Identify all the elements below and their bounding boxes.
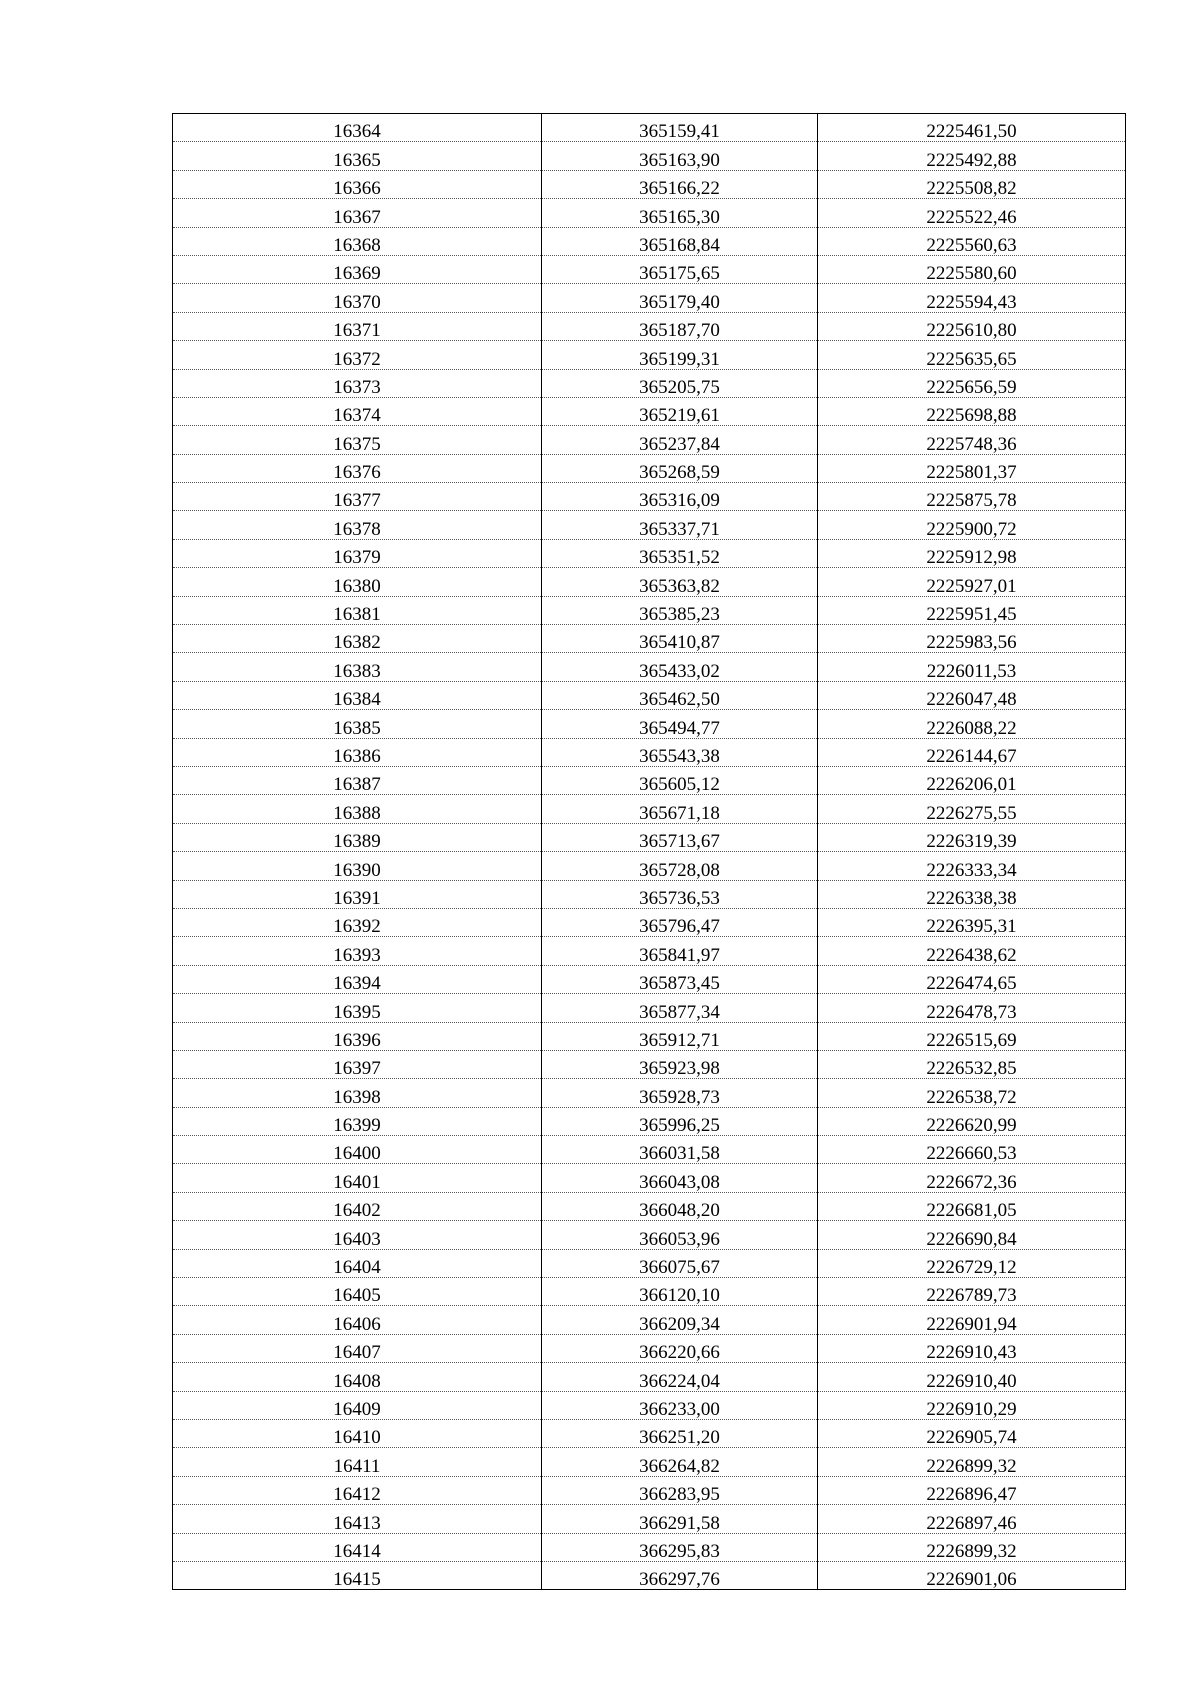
y-coordinate-cell: 2225635,65: [818, 341, 1126, 369]
point-number-cell: 16386: [173, 738, 542, 766]
table-row: [173, 1334, 1126, 1362]
table-row: [173, 681, 1126, 709]
point-number-cell: 16376: [173, 454, 542, 482]
y-coordinate-cell: 2225801,37: [818, 454, 1126, 482]
x-coordinate-cell: 366233,00: [542, 1391, 818, 1419]
y-coordinate-cell: 2226690,84: [818, 1221, 1126, 1249]
x-coordinate-cell: 366031,58: [542, 1136, 818, 1164]
x-coordinate-cell: 365462,50: [542, 681, 818, 709]
point-number-cell: 16398: [173, 1079, 542, 1107]
table-row: [173, 1079, 1126, 1107]
x-coordinate-cell: 365187,70: [542, 312, 818, 340]
table-row: [173, 965, 1126, 993]
point-number-cell: 16401: [173, 1164, 542, 1192]
point-number-cell: 16373: [173, 369, 542, 397]
y-coordinate-cell: 2225951,45: [818, 596, 1126, 624]
y-coordinate-cell: 2226901,06: [818, 1561, 1126, 1589]
point-number-cell: 16396: [173, 1022, 542, 1050]
y-coordinate-cell: 2226478,73: [818, 994, 1126, 1022]
y-coordinate-cell: 2226438,62: [818, 937, 1126, 965]
y-coordinate-cell: 2226474,65: [818, 965, 1126, 993]
y-coordinate-cell: 2226789,73: [818, 1278, 1126, 1306]
x-coordinate-cell: 365166,22: [542, 170, 818, 198]
x-coordinate-cell: 365385,23: [542, 596, 818, 624]
table-row: [173, 1505, 1126, 1533]
y-coordinate-cell: 2225522,46: [818, 199, 1126, 227]
table-row: [173, 1164, 1126, 1192]
point-number-cell: 16405: [173, 1278, 542, 1306]
y-coordinate-cell: 2226729,12: [818, 1249, 1126, 1277]
y-coordinate-cell: 2226910,29: [818, 1391, 1126, 1419]
table-row: [173, 1022, 1126, 1050]
x-coordinate-cell: 366291,58: [542, 1505, 818, 1533]
table-row: [173, 880, 1126, 908]
point-number-cell: 16412: [173, 1476, 542, 1504]
x-coordinate-cell: 366264,82: [542, 1448, 818, 1476]
table-row: [173, 738, 1126, 766]
x-coordinate-cell: 365363,82: [542, 568, 818, 596]
point-number-cell: 16383: [173, 653, 542, 681]
point-number-cell: 16410: [173, 1419, 542, 1447]
x-coordinate-cell: 366209,34: [542, 1306, 818, 1334]
coordinates-table-body: [173, 114, 1126, 1590]
table-row: [173, 142, 1126, 170]
table-row: [173, 454, 1126, 482]
point-number-cell: 16392: [173, 908, 542, 936]
table-row: [173, 568, 1126, 596]
point-number-cell: 16371: [173, 312, 542, 340]
point-number-cell: 16389: [173, 823, 542, 851]
y-coordinate-cell: 2226206,01: [818, 766, 1126, 794]
point-number-cell: 16372: [173, 341, 542, 369]
table-row: [173, 312, 1126, 340]
x-coordinate-cell: 365996,25: [542, 1107, 818, 1135]
y-coordinate-cell: 2226901,94: [818, 1306, 1126, 1334]
point-number-cell: 16378: [173, 511, 542, 539]
table-row: [173, 653, 1126, 681]
y-coordinate-cell: 2225983,56: [818, 625, 1126, 653]
table-row: [173, 852, 1126, 880]
table-row: [173, 1221, 1126, 1249]
x-coordinate-cell: 365199,31: [542, 341, 818, 369]
x-coordinate-cell: 365159,41: [542, 114, 818, 142]
x-coordinate-cell: 365268,59: [542, 454, 818, 482]
point-number-cell: 16381: [173, 596, 542, 624]
table-row: [173, 1278, 1126, 1306]
point-number-cell: 16388: [173, 795, 542, 823]
point-number-cell: 16414: [173, 1533, 542, 1561]
x-coordinate-cell: 365168,84: [542, 227, 818, 255]
y-coordinate-cell: 2226672,36: [818, 1164, 1126, 1192]
point-number-cell: 16380: [173, 568, 542, 596]
x-coordinate-cell: 365351,52: [542, 539, 818, 567]
x-coordinate-cell: 365165,30: [542, 199, 818, 227]
point-number-cell: 16395: [173, 994, 542, 1022]
table-row: [173, 114, 1126, 142]
x-coordinate-cell: 365912,71: [542, 1022, 818, 1050]
table-row: [173, 483, 1126, 511]
point-number-cell: 16379: [173, 539, 542, 567]
y-coordinate-cell: 2226275,55: [818, 795, 1126, 823]
y-coordinate-cell: 2225508,82: [818, 170, 1126, 198]
y-coordinate-cell: 2225900,72: [818, 511, 1126, 539]
y-coordinate-cell: 2226144,67: [818, 738, 1126, 766]
x-coordinate-cell: 365796,47: [542, 908, 818, 936]
point-number-cell: 16365: [173, 142, 542, 170]
table-row: [173, 426, 1126, 454]
table-row: [173, 766, 1126, 794]
x-coordinate-cell: 365237,84: [542, 426, 818, 454]
table-row: [173, 1419, 1126, 1447]
y-coordinate-cell: 2226910,40: [818, 1363, 1126, 1391]
point-number-cell: 16377: [173, 483, 542, 511]
table-row: [173, 1561, 1126, 1589]
point-number-cell: 16391: [173, 880, 542, 908]
point-number-cell: 16400: [173, 1136, 542, 1164]
table-row: [173, 170, 1126, 198]
point-number-cell: 16385: [173, 710, 542, 738]
table-row: [173, 227, 1126, 255]
x-coordinate-cell: 365433,02: [542, 653, 818, 681]
y-coordinate-cell: 2226897,46: [818, 1505, 1126, 1533]
table-row: [173, 1050, 1126, 1078]
y-coordinate-cell: 2225610,80: [818, 312, 1126, 340]
x-coordinate-cell: 366120,10: [542, 1278, 818, 1306]
table-row: [173, 1136, 1126, 1164]
point-number-cell: 16403: [173, 1221, 542, 1249]
x-coordinate-cell: 365841,97: [542, 937, 818, 965]
x-coordinate-cell: 366297,76: [542, 1561, 818, 1589]
table-row: [173, 1107, 1126, 1135]
x-coordinate-cell: 365713,67: [542, 823, 818, 851]
table-row: [173, 937, 1126, 965]
x-coordinate-cell: 366283,95: [542, 1476, 818, 1504]
y-coordinate-cell: 2225912,98: [818, 539, 1126, 567]
point-number-cell: 16382: [173, 625, 542, 653]
x-coordinate-cell: 366075,67: [542, 1249, 818, 1277]
table-row: [173, 397, 1126, 425]
x-coordinate-cell: 365928,73: [542, 1079, 818, 1107]
y-coordinate-cell: 2226395,31: [818, 908, 1126, 936]
point-number-cell: 16368: [173, 227, 542, 255]
point-number-cell: 16399: [173, 1107, 542, 1135]
table-row: [173, 1363, 1126, 1391]
point-number-cell: 16404: [173, 1249, 542, 1277]
x-coordinate-cell: 366224,04: [542, 1363, 818, 1391]
x-coordinate-cell: 366251,20: [542, 1419, 818, 1447]
y-coordinate-cell: 2225461,50: [818, 114, 1126, 142]
x-coordinate-cell: 365671,18: [542, 795, 818, 823]
y-coordinate-cell: 2226896,47: [818, 1476, 1126, 1504]
y-coordinate-cell: 2226319,39: [818, 823, 1126, 851]
x-coordinate-cell: 365736,53: [542, 880, 818, 908]
point-number-cell: 16411: [173, 1448, 542, 1476]
y-coordinate-cell: 2226910,43: [818, 1334, 1126, 1362]
x-coordinate-cell: 365219,61: [542, 397, 818, 425]
y-coordinate-cell: 2226899,32: [818, 1448, 1126, 1476]
x-coordinate-cell: 365337,71: [542, 511, 818, 539]
y-coordinate-cell: 2226333,34: [818, 852, 1126, 880]
table-row: [173, 539, 1126, 567]
point-number-cell: 16384: [173, 681, 542, 709]
x-coordinate-cell: 365316,09: [542, 483, 818, 511]
x-coordinate-cell: 366220,66: [542, 1334, 818, 1362]
point-number-cell: 16387: [173, 766, 542, 794]
x-coordinate-cell: 365728,08: [542, 852, 818, 880]
point-number-cell: 16375: [173, 426, 542, 454]
table-row: [173, 1192, 1126, 1220]
x-coordinate-cell: 365543,38: [542, 738, 818, 766]
y-coordinate-cell: 2225875,78: [818, 483, 1126, 511]
y-coordinate-cell: 2225748,36: [818, 426, 1126, 454]
point-number-cell: 16394: [173, 965, 542, 993]
y-coordinate-cell: 2226338,38: [818, 880, 1126, 908]
x-coordinate-cell: 365923,98: [542, 1050, 818, 1078]
y-coordinate-cell: 2225580,60: [818, 255, 1126, 283]
y-coordinate-cell: 2226515,69: [818, 1022, 1126, 1050]
y-coordinate-cell: 2226660,53: [818, 1136, 1126, 1164]
table-row: [173, 795, 1126, 823]
table-row: [173, 823, 1126, 851]
x-coordinate-cell: 365410,87: [542, 625, 818, 653]
x-coordinate-cell: 365605,12: [542, 766, 818, 794]
point-number-cell: 16409: [173, 1391, 542, 1419]
x-coordinate-cell: 366043,08: [542, 1164, 818, 1192]
point-number-cell: 16390: [173, 852, 542, 880]
point-number-cell: 16393: [173, 937, 542, 965]
y-coordinate-cell: 2226532,85: [818, 1050, 1126, 1078]
y-coordinate-cell: 2226681,05: [818, 1192, 1126, 1220]
table-row: [173, 199, 1126, 227]
point-number-cell: 16364: [173, 114, 542, 142]
y-coordinate-cell: 2225656,59: [818, 369, 1126, 397]
y-coordinate-cell: 2225492,88: [818, 142, 1126, 170]
table-row: [173, 625, 1126, 653]
y-coordinate-cell: 2226899,32: [818, 1533, 1126, 1561]
point-number-cell: 16407: [173, 1334, 542, 1362]
x-coordinate-cell: 366053,96: [542, 1221, 818, 1249]
point-number-cell: 16402: [173, 1192, 542, 1220]
table-row: [173, 341, 1126, 369]
x-coordinate-cell: 365494,77: [542, 710, 818, 738]
table-row: [173, 1448, 1126, 1476]
y-coordinate-cell: 2225698,88: [818, 397, 1126, 425]
x-coordinate-cell: 365163,90: [542, 142, 818, 170]
point-number-cell: 16415: [173, 1561, 542, 1589]
y-coordinate-cell: 2225594,43: [818, 284, 1126, 312]
point-number-cell: 16406: [173, 1306, 542, 1334]
point-number-cell: 16367: [173, 199, 542, 227]
y-coordinate-cell: 2226905,74: [818, 1419, 1126, 1447]
x-coordinate-cell: 366295,83: [542, 1533, 818, 1561]
x-coordinate-cell: 365179,40: [542, 284, 818, 312]
y-coordinate-cell: 2225560,63: [818, 227, 1126, 255]
x-coordinate-cell: 365175,65: [542, 255, 818, 283]
x-coordinate-cell: 365877,34: [542, 994, 818, 1022]
y-coordinate-cell: 2226538,72: [818, 1079, 1126, 1107]
table-row: [173, 1306, 1126, 1334]
table-row: [173, 284, 1126, 312]
table-row: [173, 369, 1126, 397]
x-coordinate-cell: 365873,45: [542, 965, 818, 993]
point-number-cell: 16374: [173, 397, 542, 425]
table-row: [173, 596, 1126, 624]
table-row: [173, 710, 1126, 738]
table-row: [173, 994, 1126, 1022]
point-number-cell: 16369: [173, 255, 542, 283]
point-number-cell: 16397: [173, 1050, 542, 1078]
table-row: [173, 511, 1126, 539]
y-coordinate-cell: 2226047,48: [818, 681, 1126, 709]
point-number-cell: 16366: [173, 170, 542, 198]
coordinates-table: [172, 113, 1126, 1590]
point-number-cell: 16413: [173, 1505, 542, 1533]
table-row: [173, 1533, 1126, 1561]
table-row: [173, 1391, 1126, 1419]
point-number-cell: 16408: [173, 1363, 542, 1391]
table-row: [173, 908, 1126, 936]
y-coordinate-cell: 2226620,99: [818, 1107, 1126, 1135]
table-row: [173, 1249, 1126, 1277]
y-coordinate-cell: 2226088,22: [818, 710, 1126, 738]
x-coordinate-cell: 366048,20: [542, 1192, 818, 1220]
x-coordinate-cell: 365205,75: [542, 369, 818, 397]
y-coordinate-cell: 2225927,01: [818, 568, 1126, 596]
table-row: [173, 255, 1126, 283]
y-coordinate-cell: 2226011,53: [818, 653, 1126, 681]
table-row: [173, 1476, 1126, 1504]
point-number-cell: 16370: [173, 284, 542, 312]
